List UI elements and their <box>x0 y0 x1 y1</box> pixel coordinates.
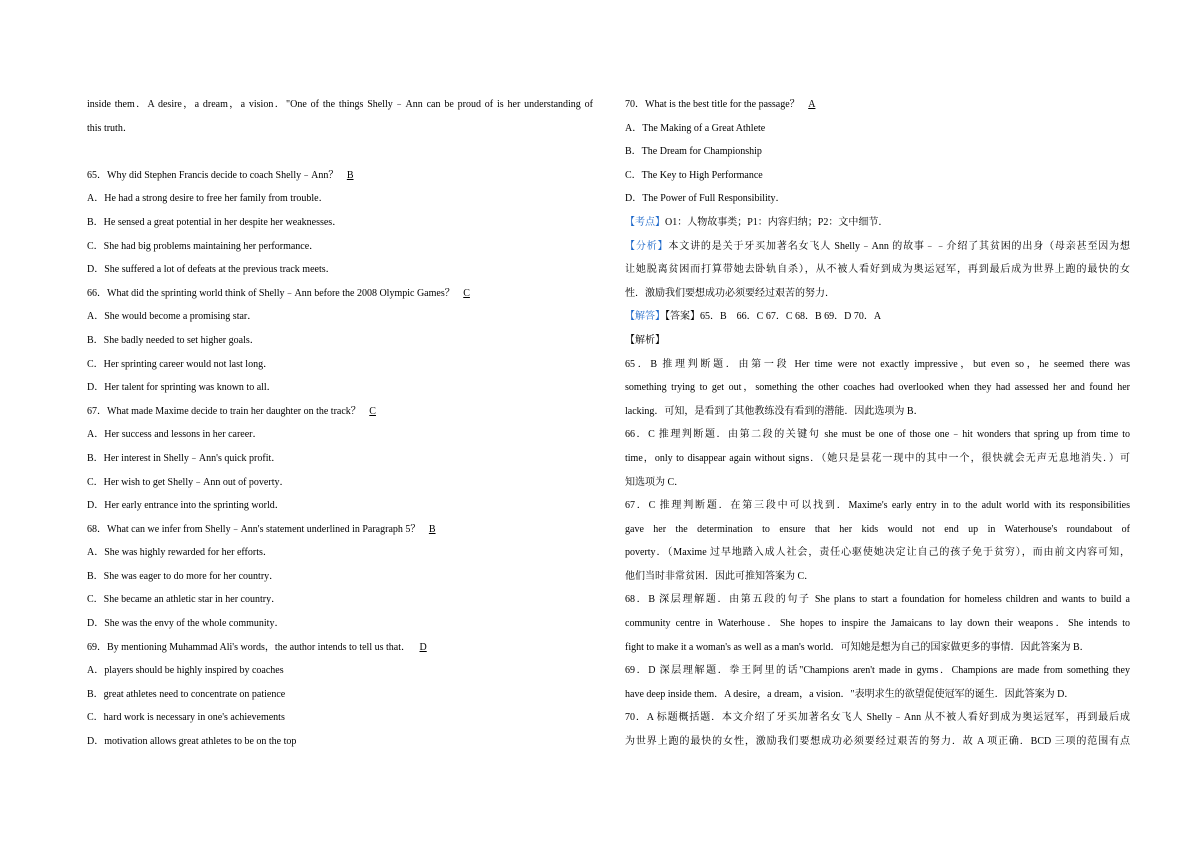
option-d: D．The Power of Full Responsibility． <box>625 193 786 205</box>
fenxi-text: 本文讲的是关于牙买加著名女飞人 Shelly﹣Ann 的故事﹣﹣介绍了其贫困的出身（母亲甚至因为想 <box>668 240 1130 252</box>
jieda-tag: 【解答】 <box>625 311 665 323</box>
right-column <box>625 93 1130 754</box>
fenxi-line: 让她脱离贫困而打算带她去卧轨自杀），从不被人看好到成为奥运冠军，再到最后成为世界上跑的最快的女 <box>625 264 1130 276</box>
question-68 <box>87 518 593 636</box>
kaodian-line <box>625 211 1130 235</box>
analysis-line: have deep inside them．A desire，a dream，a vision．"表明求生的欲望促使冠军的诞生．因此答案为 D． <box>625 688 1075 700</box>
option-c: C．The Key to High Performance <box>625 169 763 181</box>
analysis-line: community centre in Waterhouse．She hopes to inspire the Jamaicans to lay down their weapons．She intends to <box>625 618 1130 630</box>
option-c: C．Her wish to get Shelly﹣Ann out of poverty． <box>87 476 290 488</box>
question-stem-text: 66．What did the sprinting world think of Shelly﹣Ann before the 2008 Olympic Games？ <box>87 287 455 299</box>
question-stem-text: 70．What is the best title for the passage？ <box>625 99 800 110</box>
left-column <box>87 93 593 754</box>
analysis-line: poverty．（Maxime 过早地踏入成人社会，责任心驱使她决定让自己的孩子免于贫穷），而由前文内容可知， <box>625 547 1130 559</box>
question-stem <box>87 518 593 542</box>
question-stem <box>87 400 593 424</box>
analysis-line: 为世界上跑的最快的女性，激励我们要想成功必须要经过艰苦的努力．故 A 项正确．BCD 三项的范围有点 <box>625 736 1130 748</box>
analysis-line: time，only to disappear again without signs．（她只是昙花一现中的其中一个，很快就会无声无息地消失．）可 <box>625 452 1130 464</box>
question-stem <box>625 93 1130 117</box>
option-a: A．players should be highly inspired by coaches <box>87 665 284 677</box>
question-stem <box>87 636 593 660</box>
jiexi-label: 【解析】 <box>625 334 665 346</box>
answer-blank: C <box>369 405 376 417</box>
question-stem <box>87 164 593 188</box>
question-stem-text: 69．By mentioning Muhammad Ali's words，the author intends to tell us that． <box>87 641 411 653</box>
option-d: D．Her talent for sprinting was known to all． <box>87 382 277 394</box>
question-66 <box>87 282 593 400</box>
question-67 <box>87 400 593 518</box>
jieda-text: 【答案】65．B 66．C 67．C 68．B 69．D 70．A <box>665 311 882 323</box>
question-stem-text: 65．Why did Stephen Francis decide to coach Shelly﹣Ann？ <box>87 169 339 181</box>
option-c: C．She had big problems maintaining her performance． <box>87 240 320 252</box>
analysis-line: 知选项为 C． <box>625 476 685 488</box>
option-d: D．She was the envy of the whole community． <box>87 618 285 630</box>
option-b: B．He sensed a great potential in her despite her weaknesses． <box>87 216 343 228</box>
option-b: B．great athletes need to concentrate on patience <box>87 688 286 700</box>
option-b: B．Her interest in Shelly﹣Ann's quick profit． <box>87 452 282 464</box>
analysis-line: 67．C 推理判断题．在第三段中可以找到．Maxime's early entry in to the adult world with its responsibilities <box>625 500 1130 512</box>
fenxi-block <box>625 235 1130 306</box>
analysis-line: lacking．可知，是看到了其他教练没有看到的潜能．因此选项为 B． <box>625 405 924 417</box>
kaodian-text: O1：人物故事类；P1：内容归纳；P2：文中细节． <box>665 216 889 228</box>
fenxi-line <box>625 235 1130 259</box>
question-70 <box>625 93 1130 211</box>
analysis-block <box>625 353 1130 754</box>
option-a: A．He had a strong desire to free her family from trouble． <box>87 193 329 205</box>
analysis-line: fight to make it a woman's as well as a man's world．可知她是想为自己的国家做更多的事情．因此答案为 B． <box>625 641 1090 653</box>
analysis-line: 70．A 标题概括题．本文介绍了牙买加著名女飞人 Shelly﹣Ann 从不被人看好到成为奥运冠军，再到最后成 <box>625 712 1130 724</box>
option-d: D．Her early entrance into the sprinting world． <box>87 500 285 512</box>
option-a: A．She would become a promising star． <box>87 311 258 323</box>
kaodian-tag: 【考点】 <box>625 216 665 228</box>
fenxi-line: 性．激励我们要想成功必须要经过艰苦的努力． <box>625 287 835 299</box>
question-stem <box>87 282 593 306</box>
analysis-line: 66．C 推理判断题．由第二段的关键句 she must be one of those one﹣hit wonders that spring up from time to <box>625 429 1130 441</box>
option-c: C．Her sprinting career would not last long． <box>87 358 274 370</box>
analysis-line: 68．B 深层理解题．由第五段的句子 She plans to start a foundation for homeless children and wants to build a <box>625 594 1130 606</box>
answer-blank: A <box>808 99 816 110</box>
analysis-line: 65．B 推理判断题．由第一段 Her time were not exactly impressive，but even so，he seemed there was <box>625 358 1130 370</box>
fenxi-tag: 【分析】 <box>625 240 669 252</box>
paragraph-gap <box>87 140 593 164</box>
analysis-line: 他们当时非常贫困．因此可推知答案为 C． <box>625 570 815 582</box>
answer-blank: B <box>346 169 354 181</box>
intro-line: this truth． <box>87 122 133 134</box>
option-c: C．hard work is necessary in one's achievements <box>87 712 285 724</box>
option-b: B．The Dream for Championship <box>625 146 762 158</box>
question-65 <box>87 164 593 282</box>
question-stem-text: 68．What can we infer from Shelly﹣Ann's statement underlined in Paragraph 5？ <box>87 523 421 535</box>
question-stem-text: 67．What made Maxime decide to train her daughter on the track？ <box>87 405 361 417</box>
analysis-line: gave her the determination to ensure that her kids would not end up in Waterhouse's roundabout of <box>625 523 1130 535</box>
intro-line: inside them．A desire，a dream，a vision．"One of the things Shelly﹣Ann can be proud of is her understanding of <box>87 99 593 110</box>
option-c: C．She became an athletic star in her country． <box>87 594 282 606</box>
option-a: A．Her success and lessons in her career． <box>87 429 263 441</box>
analysis-line: 69．D 深层理解题．拳王阿里的话"Champions aren't made in gyms．Champions are made from something they <box>625 665 1130 677</box>
option-a: A．The Making of a Great Athlete <box>625 122 766 134</box>
option-b: B．She was eager to do more for her country． <box>87 570 280 582</box>
answer-blank: C <box>463 287 470 299</box>
question-69 <box>87 636 593 754</box>
option-a: A．She was highly rewarded for her efforts． <box>87 547 273 559</box>
answer-blank: D <box>419 641 427 653</box>
answer-blank: B <box>428 523 436 535</box>
option-b: B．She badly needed to set higher goals． <box>87 334 260 346</box>
jieda-line <box>625 305 1130 329</box>
option-d: D．motivation allows great athletes to be on the top <box>87 736 297 748</box>
analysis-line: something trying to get out，something the other coaches had overlooked when they had assessed her and found her <box>625 382 1130 394</box>
option-d: D．She suffered a lot of defeats at the previous track meets． <box>87 264 336 276</box>
